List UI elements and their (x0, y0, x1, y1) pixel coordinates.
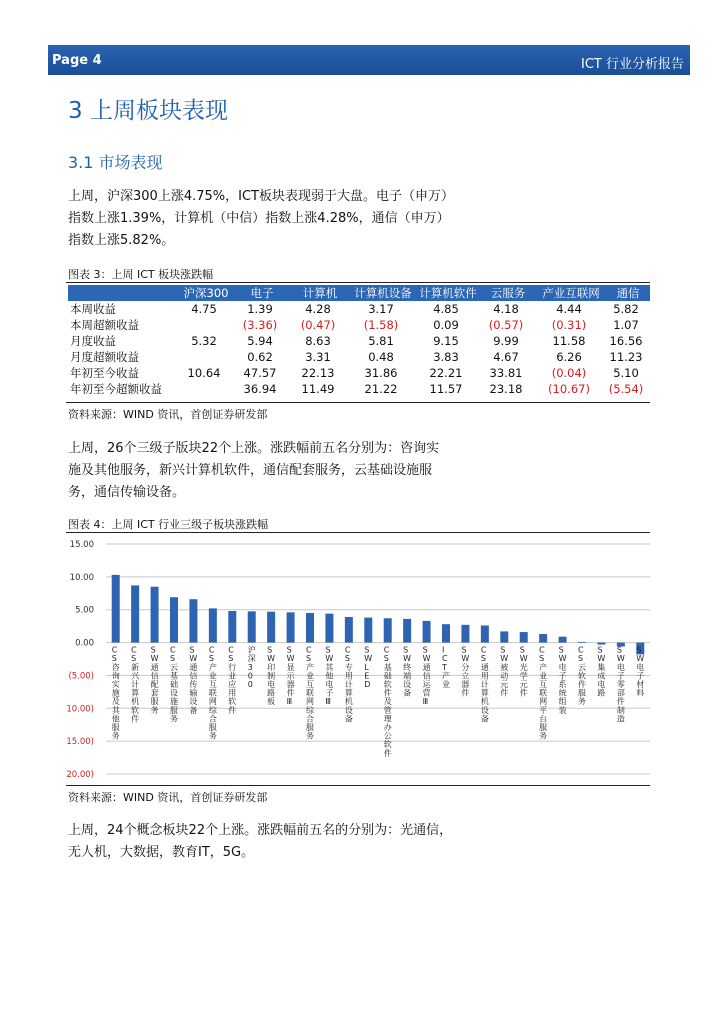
chart-bar (597, 643, 605, 645)
table-cell: 3.83 (433, 350, 459, 364)
table-cell: 5.94 (247, 334, 273, 348)
chart-y-tick-label: (20.00) (66, 770, 94, 780)
chart-bar (287, 612, 295, 642)
table-cell: (0.47) (300, 318, 336, 332)
header-bar (48, 45, 690, 75)
chart-bar (461, 625, 469, 643)
chart-x-tick-label: S W 通信运营 Ⅲ (422, 645, 431, 707)
chart-x-tick-label: S W 通信传输设备 (189, 645, 198, 715)
chart-bar (306, 613, 314, 643)
chart-bar (267, 612, 275, 643)
table-cell: (0.57) (488, 318, 524, 332)
chart-y-tick-label: 0.00 (75, 638, 94, 649)
table-cell: 4.67 (493, 350, 519, 364)
table-cell: (0.31) (551, 318, 587, 332)
table-row-label: 本周收益 (70, 302, 116, 316)
chart-bar (151, 587, 159, 643)
table-row-label: 年初至今超额收益 (70, 382, 162, 396)
chart-x-tick-label: I C T 产业 (442, 645, 450, 689)
chart-bar (248, 611, 256, 642)
chart-y-tick-label: 10.00 (69, 572, 94, 583)
chart-bar (559, 637, 567, 643)
chart-top-rule (66, 532, 650, 533)
paragraph-line: 上周，沪深300上涨4.75%，ICT板块表现弱于大盘。电子（申万） (68, 189, 454, 204)
section-title: 3 上周板块表现 (68, 98, 228, 124)
chart-bar (325, 614, 333, 643)
chart-x-tick-label: C S 专用计算机设备 (344, 645, 353, 724)
chart-x-tick-label: S W 电子系统组装 (558, 645, 567, 715)
table-cell: 11.49 (301, 382, 335, 396)
paragraph-line: 无人机，大数据，教育IT，5G。 (68, 845, 255, 860)
table-cell: 4.28 (305, 302, 331, 316)
table-cell: 23.18 (489, 382, 523, 396)
chart-bar (500, 631, 508, 642)
chart-y-tick-label: 15.00 (69, 540, 94, 550)
chart-bar (403, 619, 411, 643)
table-header-cell: 计算机软件 (416, 285, 480, 301)
table-bottom-rule (66, 402, 650, 403)
table-row (68, 333, 650, 349)
chart-x-tick-label: 沪深 3 0 0 (247, 645, 256, 689)
table-header-cell: 计算机设备 (350, 285, 416, 301)
table-cell (178, 381, 234, 397)
chart-x-tick-label: C S 通用计算机设备 (480, 645, 489, 724)
table-cell: 1.07 (613, 318, 639, 332)
chart-bar (481, 625, 489, 642)
chart-x-tick-label: C S 云基础设施服务 (170, 645, 178, 724)
table-cell: 3.17 (368, 302, 394, 316)
table-cell: 9.15 (433, 334, 459, 348)
chart-bar (423, 621, 431, 643)
chart-x-tick-label: C S 产业互联网综合服务 (306, 645, 314, 741)
chart-x-tick-label: S W L E D (364, 645, 373, 689)
subsection-title: 3.1 市场表现 (68, 153, 163, 172)
chart-source: 资料来源：WIND 资讯，首创证券研发部 (68, 791, 268, 804)
paragraph-concept-summary (68, 820, 498, 864)
chart-x-tick-label: S W 集成电路 (597, 645, 606, 698)
chart-x-tick-label: S W 印制电路板 (267, 645, 276, 707)
chart-caption: 图表 4：上周 ICT 行业三级子板块涨跌幅 (68, 518, 269, 531)
table-header-cell: 计算机 (290, 285, 350, 301)
paragraph-line: 施及其他服务，新兴计算机软件，通信配套服务，云基础设施服 (68, 463, 433, 478)
chart-x-tick-label: S W 终端设备 (403, 645, 412, 698)
table-header-cell: 云服务 (480, 285, 536, 301)
chart-x-tick-label: S W 其他电子 Ⅲ (325, 645, 334, 707)
chart-x-tick-label: S W 通信配套服务 (150, 645, 159, 715)
table-cell: 4.85 (433, 302, 459, 316)
table-cell: 11.23 (609, 350, 643, 364)
chart-bar (209, 608, 217, 642)
table-header-blank (68, 285, 178, 301)
table-row (68, 381, 650, 397)
chart-x-tick-label: C S 行业应用软件 (228, 645, 237, 715)
chart-x-tick-label: S W 光学元件 (519, 645, 528, 698)
table-row-label: 月度超额收益 (70, 350, 139, 364)
table-row (68, 301, 650, 317)
paragraph-subsector-summary (68, 438, 498, 504)
chart-bottom-rule (66, 785, 650, 786)
chart-y-tick-label: (5.00) (68, 671, 94, 682)
table-cell: 0.62 (247, 350, 273, 364)
table-cell: 36.94 (243, 382, 277, 396)
table-cell: 21.22 (364, 382, 398, 396)
chart-x-tick-label: C S 产业互联网平台服务 (539, 645, 548, 741)
chart-x-tick-label: C S 云软件服务 (578, 645, 586, 707)
table-caption: 图表 3：上周 ICT 板块涨跌幅 (68, 268, 214, 281)
chart-x-tick-label: S W 电子零部件制造 (616, 645, 625, 724)
chart-bar (384, 618, 392, 642)
table-cell: 4.18 (493, 302, 519, 316)
chart-bar (520, 632, 528, 643)
table-cell: (10.67) (548, 382, 590, 396)
paragraph-market-summary (68, 186, 498, 252)
table-header-cell: 沪深300 (178, 285, 234, 301)
chart-x-tick-label: S W 电子材料 (636, 645, 645, 698)
paragraph-line: 指数上涨1.39%，计算机（中信）指数上涨4.28%，通信（申万） (68, 211, 450, 226)
chart-bar (170, 597, 178, 642)
chart-bar (345, 617, 353, 643)
chart-svg (66, 534, 656, 784)
chart-bar (578, 642, 586, 643)
chart-bar (539, 634, 547, 643)
table-cell: 11.58 (552, 334, 586, 348)
table-top-rule (66, 282, 650, 283)
table-row (68, 365, 650, 381)
chart-bar (112, 575, 120, 643)
table-cell: 5.10 (613, 366, 639, 380)
table-cell: 5.82 (613, 302, 639, 316)
table-cell: 4.44 (556, 302, 582, 316)
subsector-bar-chart (66, 534, 656, 784)
table-cell (178, 317, 234, 333)
chart-y-tick-label: 5.00 (75, 605, 94, 616)
chart-x-tick-label: C S 咨询实施及其他服务 (111, 645, 120, 741)
table-row (68, 317, 650, 333)
table-cell: (5.54) (608, 382, 644, 396)
chart-y-tick-label: (10.00) (66, 704, 94, 715)
paragraph-line: 务，通信传输设备。 (68, 485, 186, 500)
table-cell: 31.86 (364, 366, 398, 380)
chart-x-tick-label: S W 分立器件 (461, 645, 470, 698)
table-cell: 16.56 (609, 334, 643, 348)
table-header-cell: 产业互联网 (536, 285, 606, 301)
chart-bar (442, 624, 450, 642)
table-cell: 22.21 (429, 366, 463, 380)
table-cell: 5.32 (191, 334, 217, 348)
table-cell: 0.09 (433, 318, 459, 332)
chart-bar (228, 611, 236, 643)
table-row (68, 349, 650, 365)
table-cell: 0.48 (368, 350, 394, 364)
table-row-label: 年初至今收益 (70, 366, 139, 380)
table-cell: 10.64 (187, 366, 221, 380)
paragraph-line: 上周，24个概念板块22个上涨。涨跌幅前五名的分别为：光通信， (68, 823, 453, 838)
table-row-label: 月度收益 (70, 334, 116, 348)
chart-x-tick-label: S W 显示器件 Ⅲ (286, 645, 295, 707)
table-cell: (1.58) (363, 318, 399, 332)
table-cell: 3.31 (305, 350, 331, 364)
table-cell: 11.57 (429, 382, 463, 396)
chart-x-tick-label: C S 新兴计算机软件 (131, 645, 140, 724)
paragraph-line: 上周，26个三级子版块22个上涨。涨跌幅前五名分别为：咨询实 (68, 441, 440, 456)
chart-bar (189, 599, 197, 642)
table-cell: 4.75 (191, 302, 217, 316)
table-cell: 6.26 (556, 350, 582, 364)
page-number: Page 4 (52, 53, 102, 68)
table-cell: 9.99 (493, 334, 519, 348)
table-cell: 47.57 (243, 366, 277, 380)
table-cell: 22.13 (301, 366, 335, 380)
chart-x-tick-label: C S 基础软件及管理办公软件 (383, 645, 392, 758)
chart-x-tick-label: C S 产业互联网综合服务 (208, 645, 217, 741)
table-cell: (3.36) (242, 318, 278, 332)
table-cell (178, 349, 234, 365)
table-cell: (0.04) (551, 366, 587, 380)
table-header-cell: 通信 (606, 285, 650, 301)
table-cell: 1.39 (247, 302, 273, 316)
paragraph-line: 指数上涨5.82%。 (68, 233, 175, 248)
table-header-row (68, 285, 650, 301)
chart-y-tick-label: (15.00) (66, 737, 94, 748)
table-cell: 8.63 (305, 334, 331, 348)
sector-performance-table (68, 285, 650, 397)
report-title: ICT 行业分析报告 (581, 57, 684, 72)
table-cell: 33.81 (489, 366, 523, 380)
table-header-cell: 电子 (234, 285, 290, 301)
chart-bar (131, 585, 139, 642)
table-source: 资料来源：WIND 资讯，首创证券研发部 (68, 408, 268, 421)
chart-bar (364, 618, 372, 643)
table-cell: 5.81 (368, 334, 394, 348)
chart-x-tick-label: S W 被动元件 (500, 645, 509, 698)
table-row-label: 本周超额收益 (70, 318, 139, 332)
